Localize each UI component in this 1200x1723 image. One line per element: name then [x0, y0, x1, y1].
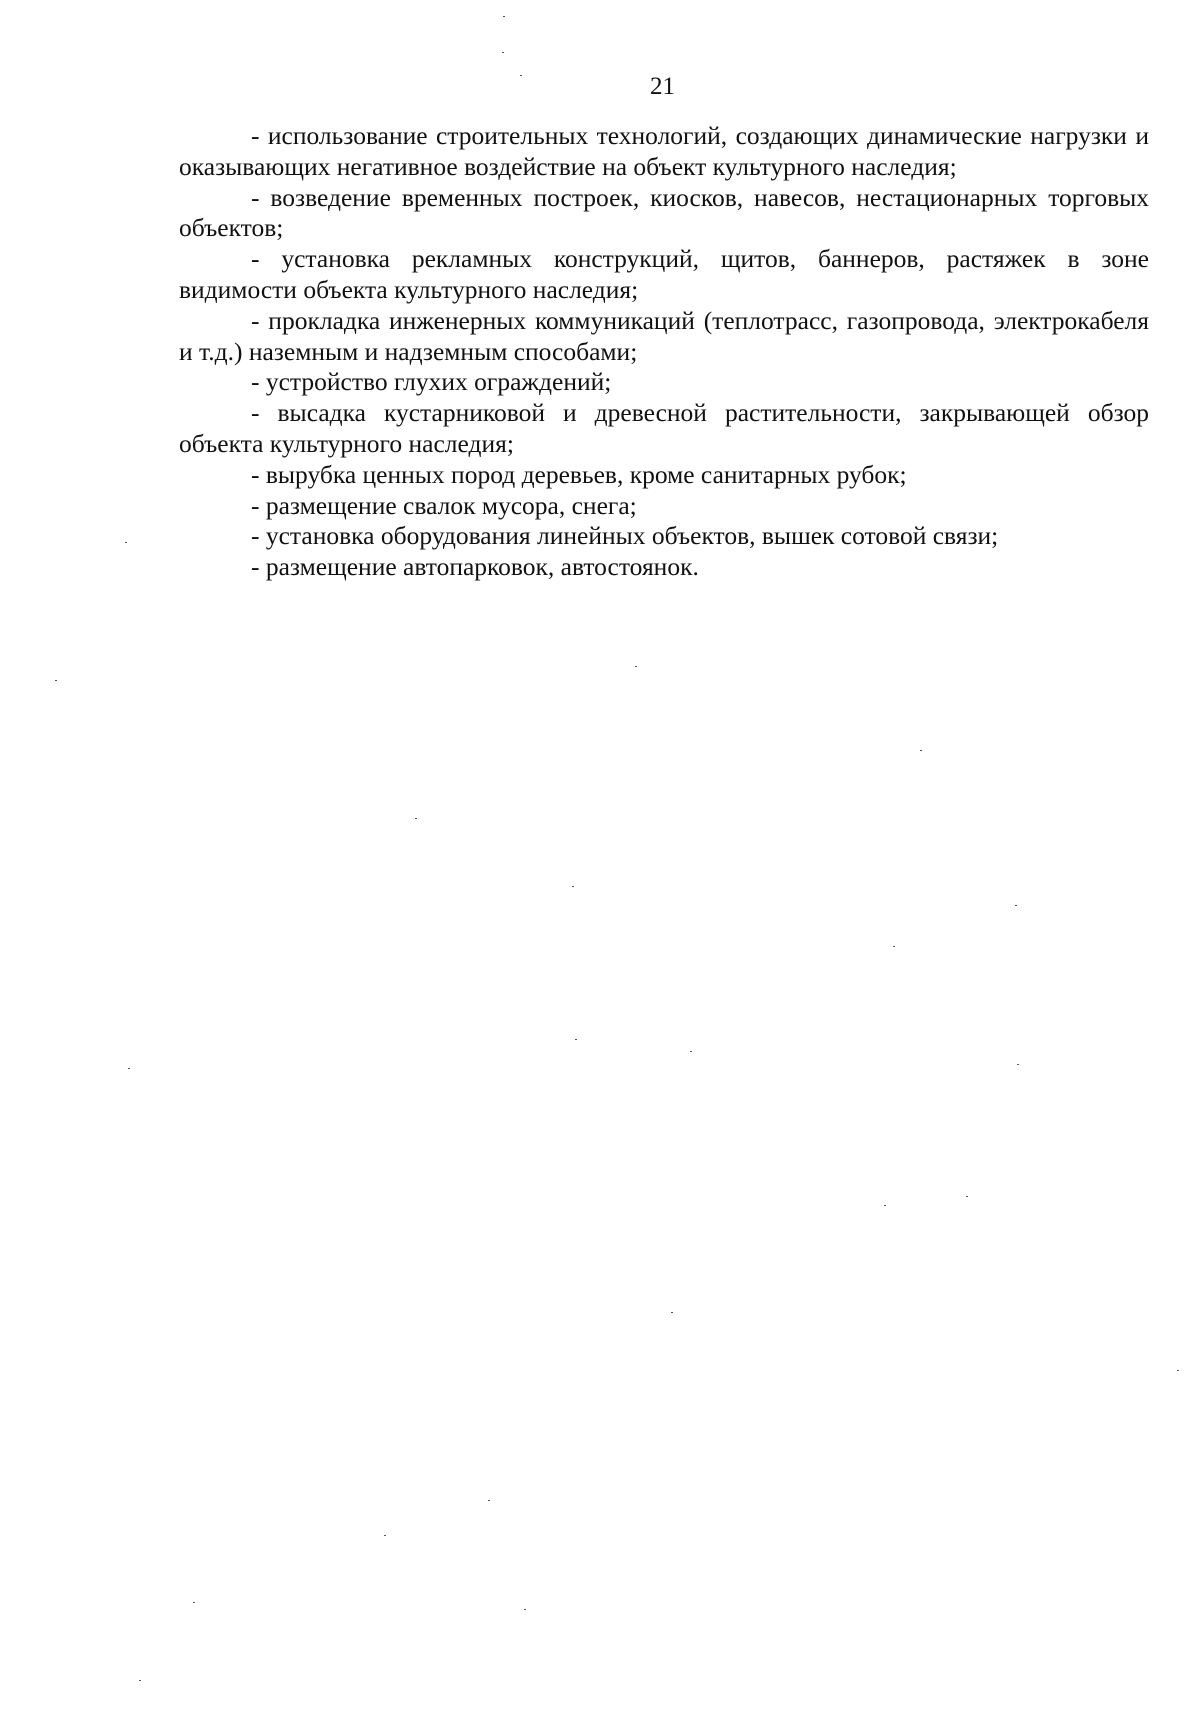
scan-speck: [415, 818, 417, 819]
list-item: - установка рекламных конструкций, щитов, баннеров, растяжек в зоне видимости объекта культурного наследия;: [179, 244, 1149, 304]
scan-speck: [1177, 1370, 1179, 1371]
scan-speck: [1017, 1064, 1019, 1065]
scan-speck: [966, 1196, 968, 1197]
list-item: - прокладка инженерных коммуникаций (теплотрасс, газопровода, электрокабеля и т.д.) наземным и надземным способами;: [179, 305, 1149, 366]
scan-speck: [575, 1039, 577, 1040]
list-item: - устройство глухих ограждений;: [251, 367, 612, 397]
scan-speck: [884, 1205, 886, 1206]
scan-speck: [125, 542, 127, 543]
list-item: - размещение свалок мусора, снега;: [251, 490, 637, 520]
scan-speck: [572, 886, 574, 887]
restrictions-list: [179, 121, 1149, 583]
list-item: - размещение автопарковок, автостоянок.: [251, 552, 699, 582]
page-number: 21: [650, 73, 675, 100]
scan-speck: [920, 750, 922, 751]
scan-speck: [524, 1609, 526, 1610]
scan-speck: [193, 1602, 195, 1603]
scan-speck: [139, 1680, 141, 1681]
scan-speck: [488, 1500, 490, 1501]
list-item: - установка оборудования линейных объектов, вышек сотовой связи;: [251, 521, 999, 551]
scan-speck: [1015, 905, 1017, 906]
list-item: - высадка кустарниковой и древесной растительности, закрывающей обзор объекта культурного наследия;: [179, 398, 1149, 458]
list-item: - использование строительных технологий, создающих динамические нагрузки и оказывающих негативное воздействие на объект культурного наследия;: [179, 121, 1149, 181]
scan-speck: [128, 1068, 130, 1069]
scan-speck: [503, 16, 505, 17]
list-item: - возведение временных построек, киосков, навесов, нестационарных торговых объектов;: [179, 182, 1149, 243]
list-item: - вырубка ценных пород деревьев, кроме санитарных рубок;: [251, 459, 907, 489]
scan-speck: [671, 1312, 673, 1313]
scan-speck: [893, 946, 895, 947]
scan-speck: [55, 680, 57, 681]
scan-speck: [384, 1535, 386, 1536]
scan-speck: [520, 75, 522, 76]
scan-speck: [502, 52, 504, 53]
scan-speck: [690, 1051, 692, 1052]
scan-speck: [635, 666, 637, 667]
